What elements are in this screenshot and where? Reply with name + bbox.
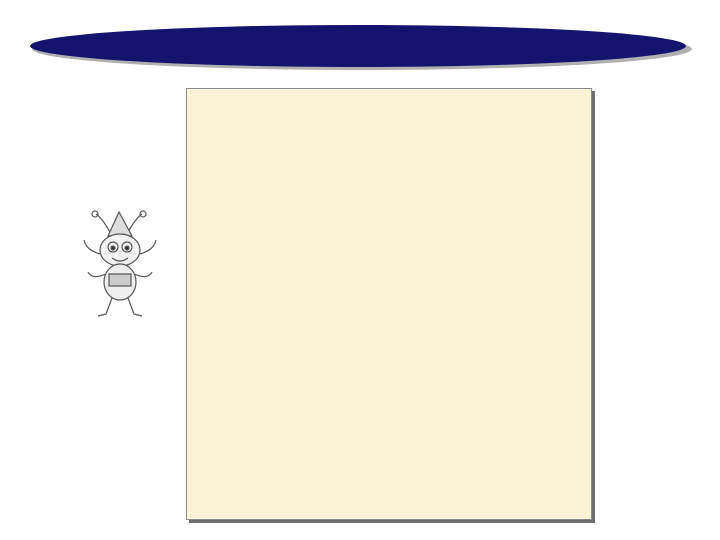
title-banner xyxy=(28,22,692,72)
survey-table xyxy=(186,88,592,520)
banner-shape xyxy=(28,22,692,72)
cartoon-bug-icon xyxy=(80,210,160,320)
